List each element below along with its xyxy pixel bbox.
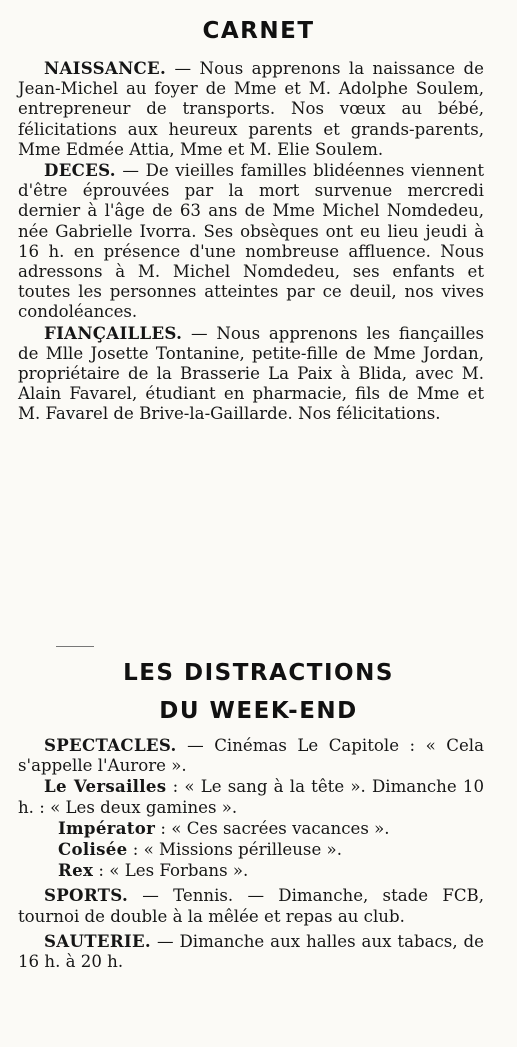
imperator-lead: Impérator bbox=[58, 817, 156, 838]
colisee-text: : « Missions périlleuse ». bbox=[127, 840, 342, 860]
rex-text: : « Les Forbans ». bbox=[93, 861, 249, 881]
fiancailles-text: — Nous apprenons les fiançailles de Mlle Josette Tontanine, petite-fille de Mme Jordan, propriétaire de la Brasserie La Paix à Blida, avec M. Alain Favarel, étudiant en pharmacie, fils de Mme et M. Favarel de Brive-la-Gaillarde. Nos félicitations. bbox=[18, 323, 484, 424]
distractions-column bbox=[18, 735, 484, 972]
carnet-column bbox=[18, 58, 484, 425]
spectacles-paragraph bbox=[18, 735, 484, 776]
fiancailles-paragraph bbox=[18, 323, 484, 425]
spectacles-text: — Cinémas Le Capitole : « Cela s'appelle l'Aurore ». bbox=[18, 736, 484, 776]
distractions-heading-line2: DU WEEK-END bbox=[159, 698, 358, 724]
versailles-lead: Le Versailles bbox=[44, 776, 167, 797]
versailles-text: : « Le sang à la tête ». Dimanche 10 h. : « Les deux gamines ». bbox=[18, 777, 484, 817]
spectacles-lead: SPECTACLES. bbox=[44, 735, 177, 755]
sauterie-paragraph bbox=[18, 931, 484, 972]
versailles-paragraph bbox=[18, 776, 484, 817]
deces-text: — De vieilles familles blidéennes viennent d'être éprouvées par la mort survenue mercredi dernier à l'âge de 63 ans de Mme Michel Nomdedeu, née Gabrielle Ivorra. Ses obsèques ont eu lieu jeudi à 16 h. en présence d'une nombreuse affluence. Nous adressons à M. Michel Nomdedeu, ses enfants et toutes les personnes atteintes par ce deuil, nos vives condoléances. bbox=[18, 161, 484, 322]
naissance-lead: NAISSANCE. bbox=[44, 58, 167, 78]
sauterie-text: — Dimanche aux halles aux tabacs, de 16 h. à 20 h. bbox=[18, 931, 484, 972]
deces-paragraph bbox=[18, 160, 484, 323]
sports-text: — Tennis. — Dimanche, stade FCB, tournoi de double à la mêlée et repas au club. bbox=[18, 886, 484, 926]
naissance-text: — Nous apprenons la naissance de Jean-Michel au foyer de Mme et M. Adolphe Soulem, entrepreneur de transports. Nos vœux au bébé, félicitations aux heureux parents et grands-parents, Mme Edmée Attia, Mme et M. Elie Soulem. bbox=[18, 59, 484, 159]
imperator-text: : « Ces sacrées vacances ». bbox=[155, 818, 390, 838]
fiancailles-lead: FIANÇAILLES. bbox=[44, 322, 183, 343]
colisee-paragraph bbox=[18, 839, 484, 860]
carnet-heading: CARNET bbox=[202, 18, 315, 44]
rex-lead: Rex bbox=[58, 860, 94, 881]
colisee-lead: Colisée bbox=[58, 839, 128, 860]
section-divider bbox=[56, 646, 94, 647]
imperator-paragraph bbox=[18, 818, 484, 839]
sauterie-lead: SAUTERIE. bbox=[44, 930, 152, 951]
rex-paragraph bbox=[18, 860, 484, 881]
sports-paragraph bbox=[18, 885, 484, 926]
sports-lead: SPORTS. bbox=[44, 885, 129, 906]
distractions-heading-line1: LES DISTRACTIONS bbox=[123, 660, 394, 686]
naissance-paragraph bbox=[18, 58, 484, 160]
deces-lead: DECES. bbox=[44, 160, 116, 181]
